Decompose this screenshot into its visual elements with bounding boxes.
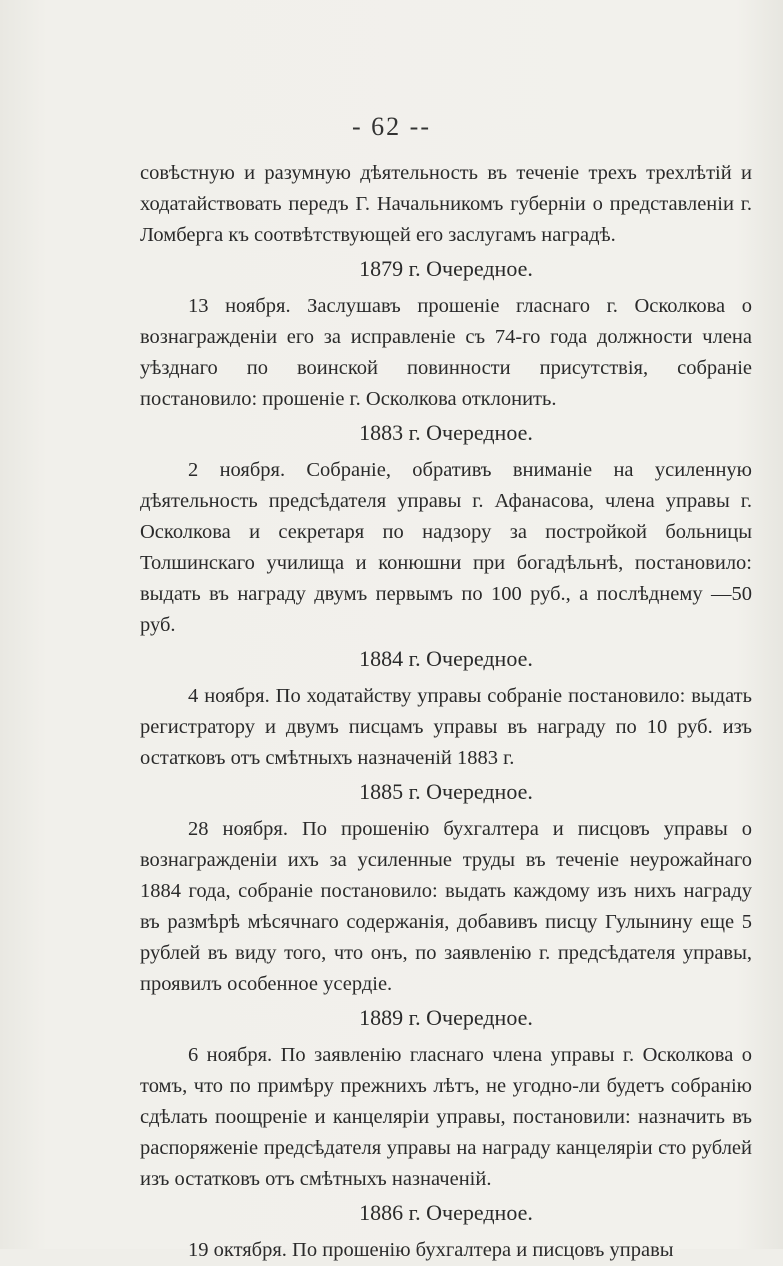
- section-heading: 1889 г. Очередное.: [359, 1005, 533, 1030]
- paragraph: 4 ноября. По ходатайству управы собраніе постановило: выдать регистратору и двумъ писцамъ управы въ награду по 10 руб. изъ остатковъ отъ смѣтныхъ назначеній 1883 г.: [140, 685, 752, 769]
- section-heading: 1884 г. Очередное.: [359, 646, 533, 671]
- section-heading: 1886 г. Очередное.: [359, 1200, 533, 1225]
- body-text: [140, 158, 752, 1266]
- section-heading: 1883 г. Очередное.: [359, 420, 533, 445]
- page-number: - 62 --: [352, 112, 431, 141]
- paragraph: 2 ноября. Собраніе, обративъ вниманіе на усиленную дѣятельность предсѣдателя управы г. Афанасова, члена управы г. Осколкова и секретаря по надзору за постройкой больницы Толшинскаго училища и конюшни при богадѣльнѣ, постановило: выдать въ награду двумъ первымъ по 100 руб., а послѣднему —50 руб.: [140, 459, 752, 636]
- paragraph: 19 октября. По прошенію бухгалтера и писцовъ управы: [188, 1239, 674, 1261]
- paragraph: совѣстную и разумную дѣятельность въ теченіе трехъ трехлѣтій и ходатайствовать передъ Г. Начальникомъ губерніи о представленіи г. Ломберга къ соотвѣтствующей его заслугамъ наградѣ.: [140, 162, 752, 246]
- paragraph: 28 ноября. По прошенію бухгалтера и писцовъ управы о вознагражденіи ихъ за усиленные труды въ теченіе неурожайнаго 1884 года, собраніе постановило: выдать каждому изъ нихъ награду въ размѣрѣ мѣсячнаго содержанія, добавивъ писцу Гулынину еще 5 рублей въ виду того, что онъ, по заявленію г. предсѣдателя управы, проявилъ особенное усердіе.: [140, 818, 752, 995]
- paragraph: 13 ноября. Заслушавъ прошеніе гласнаго г. Осколкова о вознагражденіи его за исправленіе съ 74-го года должности члена уѣзднаго по воинской повинности присутствія, собраніе постановило: прошеніе г. Осколкова отклонить.: [140, 295, 752, 410]
- paragraph: 6 ноября. По заявленію гласнаго члена управы г. Осколкова о томъ, что по примѣру прежнихъ лѣтъ, не угодно-ли будетъ собранію сдѣлать поощреніе и канцеляріи управы, постановили: назначить въ распоряженіе предсѣдателя управы на награду канцеляріи сто рублей изъ остатковъ отъ смѣтныхъ назначеній.: [140, 1044, 752, 1190]
- section-heading: 1879 г. Очередное.: [359, 256, 533, 281]
- section-heading: 1885 г. Очередное.: [359, 779, 533, 804]
